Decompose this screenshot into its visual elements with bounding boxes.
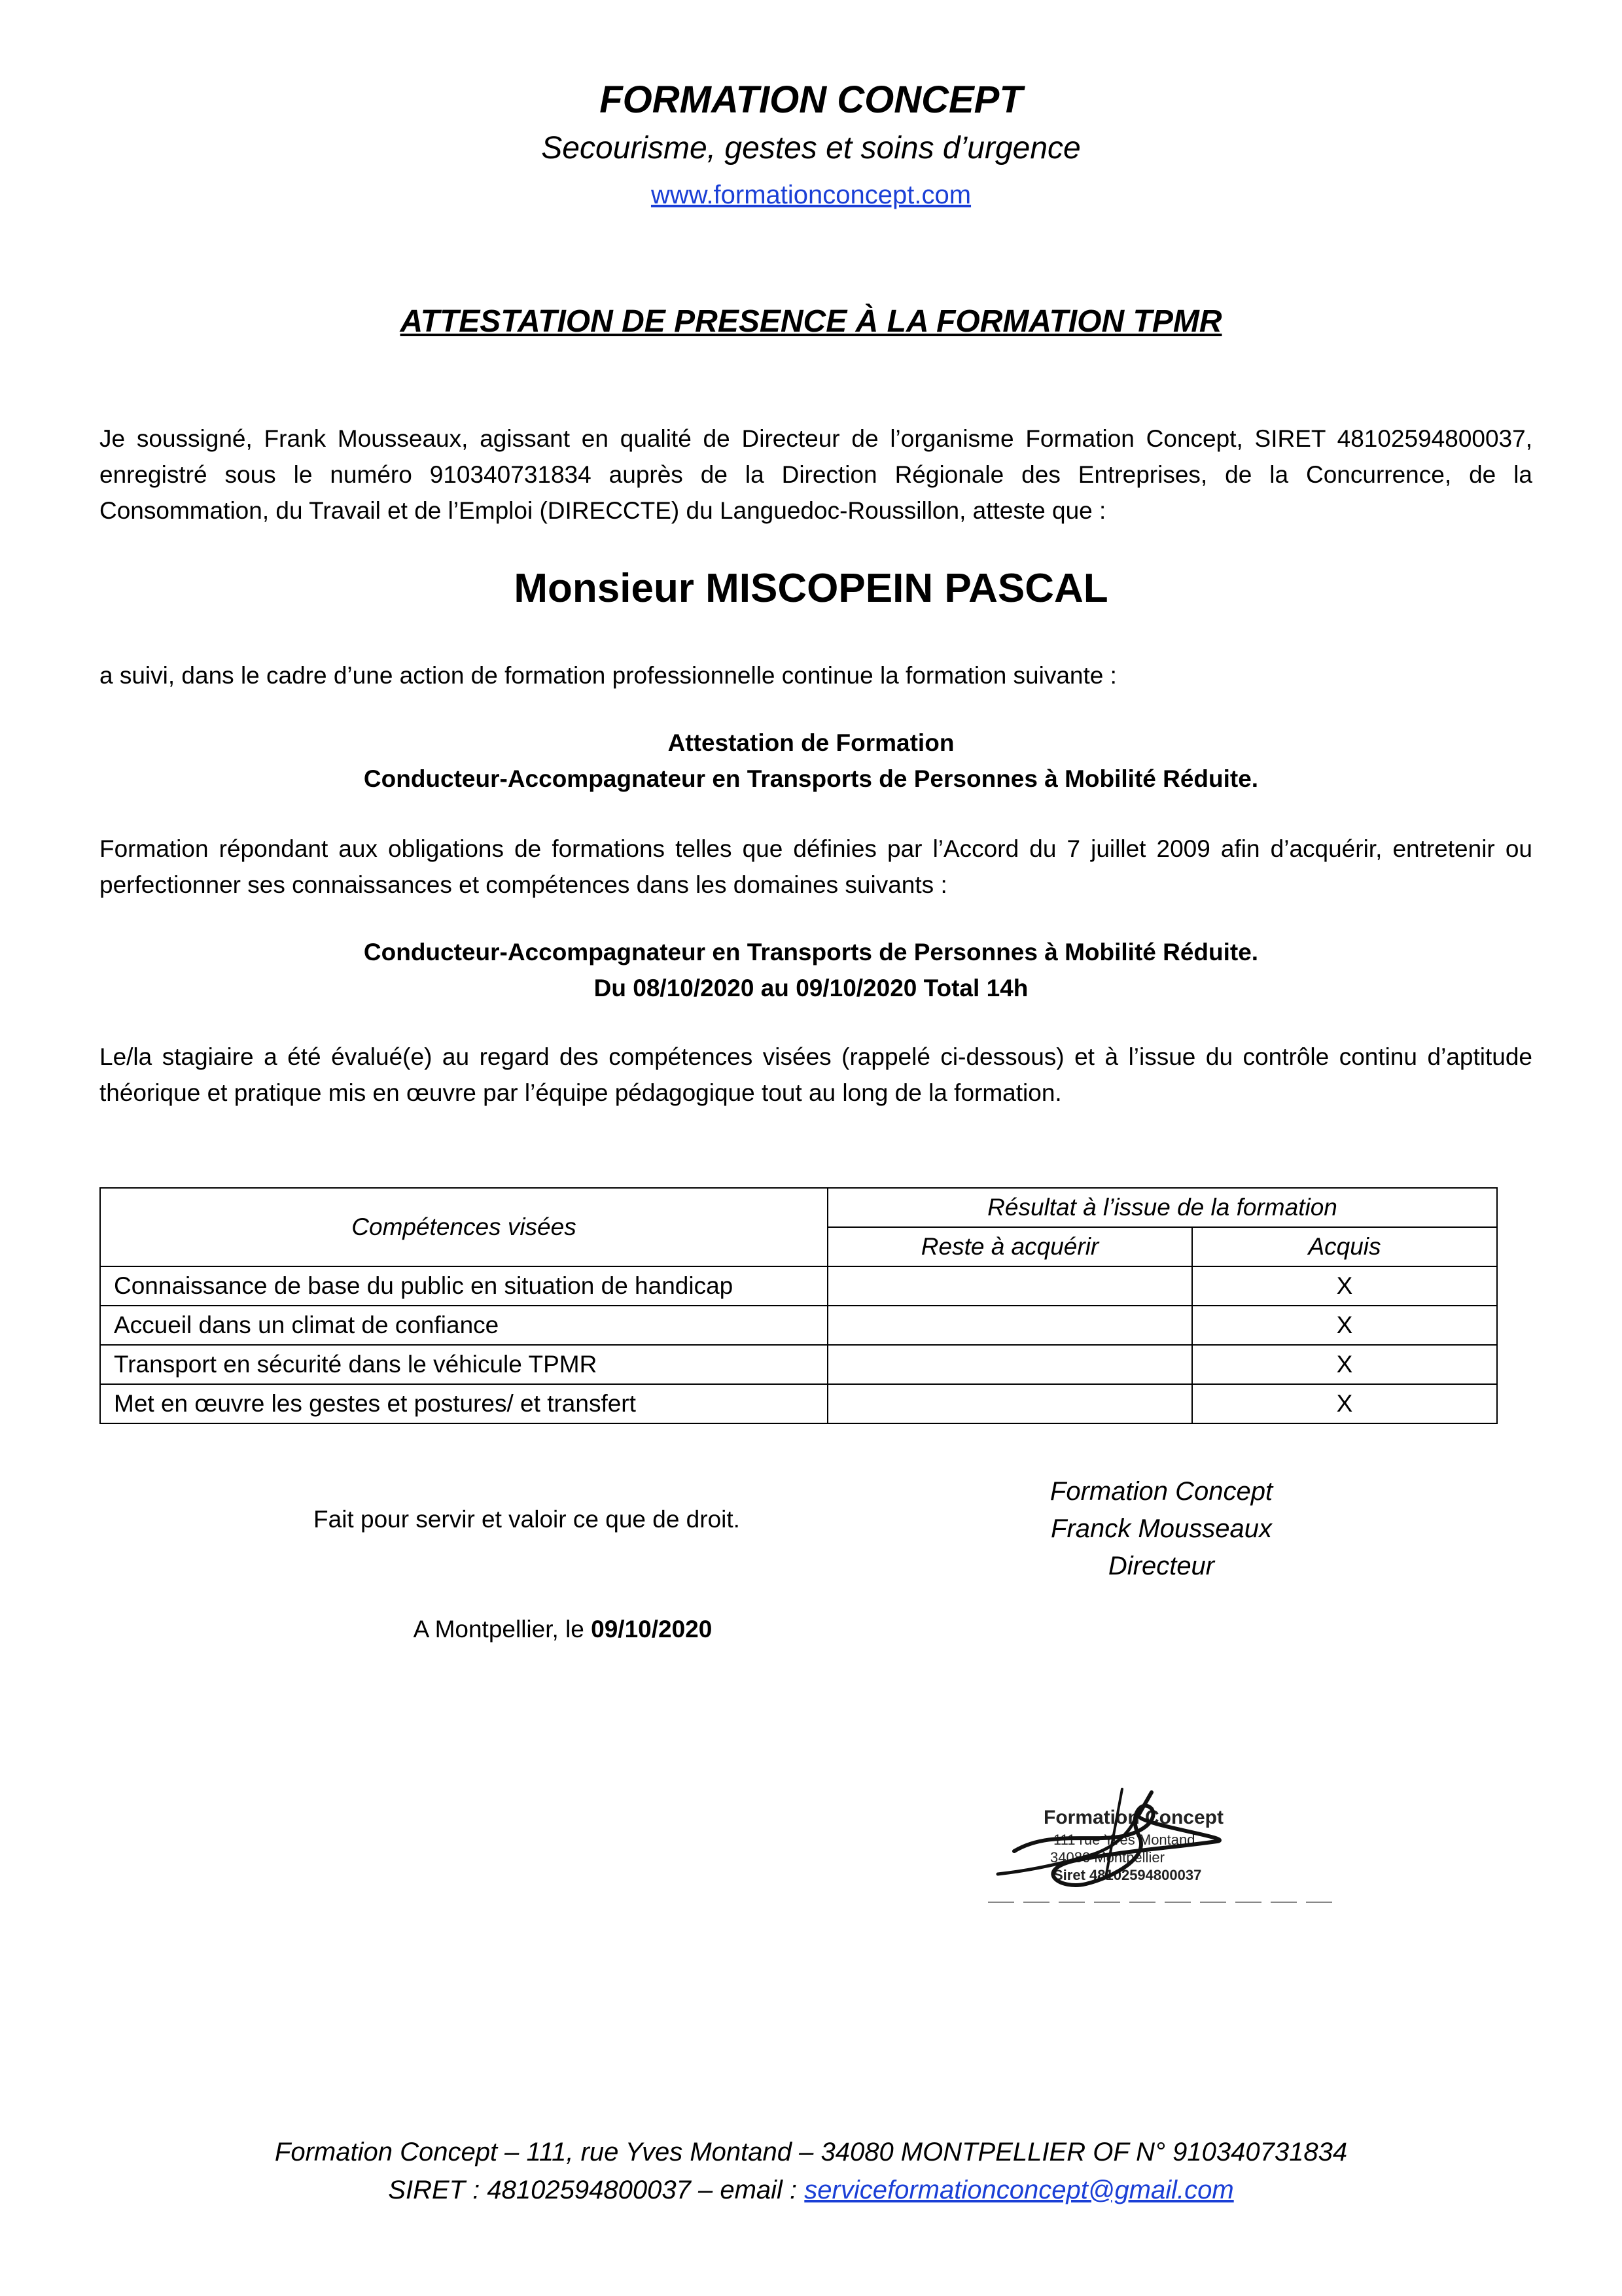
table-row <box>100 1345 1497 1384</box>
signatory-block <box>981 1473 1341 1585</box>
header-remaining: Reste à acquérir <box>828 1227 1192 1266</box>
stamp-line-1: Formation Concept <box>1044 1807 1224 1828</box>
document-title: ATTESTATION DE PRESENCE À LA FORMATION TPMR <box>400 304 1222 339</box>
footer-siret: SIRET : 48102594800037 – email : <box>388 2176 798 2204</box>
place-date <box>262 1613 864 1646</box>
skill-cell: Accueil dans un climat de confiance <box>100 1306 828 1345</box>
course-line-1: Attestation de Formation <box>667 729 955 756</box>
acquired-cell: X <box>1192 1266 1497 1306</box>
stamp-line-2: 111 rue Yves Montand <box>1053 1832 1195 1848</box>
remaining-cell <box>828 1384 1192 1423</box>
signature-date: 09/10/2020 <box>591 1616 713 1643</box>
acquired-cell: X <box>1192 1306 1497 1345</box>
domain-block <box>0 934 1622 1006</box>
header-skills: Compétences visées <box>100 1188 828 1266</box>
header-acquired: Acquis <box>1192 1227 1497 1266</box>
table-header-row <box>100 1188 1497 1227</box>
table-row <box>100 1384 1497 1423</box>
stamp-signature <box>988 1786 1335 1910</box>
stamp-line-3: 34080 Montpellier <box>1050 1849 1165 1866</box>
org-website <box>0 178 1622 212</box>
course-line-2: Conducteur-Accompagnateur en Transports de Personnes à Mobilité Réduite. <box>363 765 1259 792</box>
domain-line-1: Conducteur-Accompagnateur en Transports de Personnes à Mobilité Réduite. <box>363 939 1259 965</box>
remaining-cell <box>828 1345 1192 1384</box>
footer-contact <box>0 2172 1622 2208</box>
domain-dates: Du 08/10/2020 au 09/10/2020 Total 14h <box>593 975 1029 1001</box>
footer-address: Formation Concept – 111, rue Yves Montand – 34080 MONTPELLIER OF N° 910340731834 <box>274 2138 1348 2166</box>
closing-statement: Fait pour servir et valoir ce que de droit. <box>313 1506 740 1533</box>
trainee-name: Monsieur MISCOPEIN PASCAL <box>514 566 1108 611</box>
acquired-cell: X <box>1192 1384 1497 1423</box>
skill-cell: Transport en sécurité dans le véhicule TPMR <box>100 1345 828 1384</box>
website-link[interactable]: www.formationconcept.com <box>650 181 972 209</box>
table-row <box>100 1266 1497 1306</box>
place-prefix: A Montpellier, le <box>413 1616 584 1643</box>
followed-paragraph: a suivi, dans le cadre d’une action de formation professionnelle continue la formation suivante : <box>99 662 1117 689</box>
footer-email-link[interactable]: serviceformationconcept@gmail.com <box>804 2176 1234 2204</box>
signatory-name: Franck Mousseaux <box>1051 1514 1272 1543</box>
skill-cell: Connaissance de base du public en situation de handicap <box>100 1266 828 1306</box>
skills-table <box>99 1187 1498 1424</box>
course-block <box>0 725 1622 797</box>
table-row <box>100 1306 1497 1345</box>
stamp-line-4: Siret 48102594800037 <box>1053 1867 1202 1883</box>
evaluation-paragraph: Le/la stagiaire a été évalué(e) au regard des compétences visées (rappelé ci-dessous) et à l’issue du contrôle continu d’aptitude théorique et pratique mis en œuvre par l’équipe pédagogique tout au long de la formation. <box>99 1043 1532 1106</box>
acquired-cell: X <box>1192 1345 1497 1384</box>
skill-cell: Met en œuvre les gestes et postures/ et transfert <box>100 1384 828 1423</box>
org-name: FORMATION CONCEPT <box>599 78 1023 121</box>
obligations-paragraph: Formation répondant aux obligations de formations telles que définies par l’Accord du 7 juillet 2009 afin d’acquérir, entretenir ou perfectionner ses connaissances et compétences dans les domaines suivants : <box>99 835 1532 898</box>
remaining-cell <box>828 1266 1192 1306</box>
org-tagline: Secourisme, gestes et soins d’urgence <box>541 131 1081 165</box>
remaining-cell <box>828 1306 1192 1345</box>
intro-paragraph: Je soussigné, Frank Mousseaux, agissant en qualité de Directeur de l’organisme Formation Concept, SIRET 48102594800037, enregistré sous le numéro 910340731834 auprès de la Direction Régionale des Entreprises, de la Concurrence, de la Consommation, du Travail et de l’Emploi (DIRECCTE) du Languedoc-Roussillon, atteste que : <box>99 425 1532 524</box>
signatory-org: Formation Concept <box>1049 1477 1273 1506</box>
header-result: Résultat à l’issue de la formation <box>828 1188 1497 1227</box>
signatory-role: Directeur <box>1108 1552 1215 1580</box>
